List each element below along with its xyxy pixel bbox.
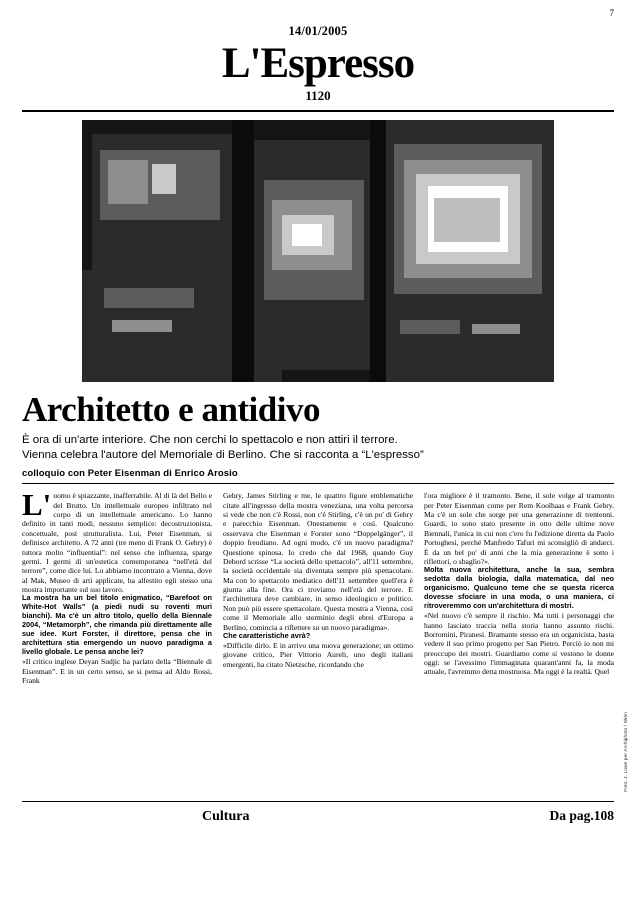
byline-divider [22,483,614,484]
article-byline: colloquio con Peter Eisenman di Enrico Arosio [22,468,238,480]
page-number: 7 [609,8,614,18]
paragraph: «Il critico inglese Deyan Sudjic ha parlato della “Biennale di Eisenman”. E in un certo senso, se si pensa ad Aldo Rossi, Frank [22,657,212,685]
paragraph: l'ora migliore è il tramonto. Bene, il sole volge al tramonto per Peter Eisenman come per Rem Koolhaas e Frank Gehry. Ma c'è un sole che sorge per una generazione di trentenni. Guardi, io sono stato presente in otto delle ultime nove Biennali, l'unica in cui non c'ero fu l'edizione diretta da Paolo Portoghesi, perché Manfredo Tafuri mi sconsigliò di andarci. È da un bel po' di anni che la mia generazione è sotto i riflettori, o sbaglio?». [424,491,614,566]
article-standfirst [22,433,614,462]
article-photo [82,120,554,382]
paragraph: L'uomo è spiazzante, inafferrabile. Al di là del Bello e del Brutto. Un intellettuale europeo infiltrato nel corpo di un intellettuale americano. Lo hanno definito in tanti modi, nessuno semplice: decostruzionista, concettuale, post strutturalista. Lui, Peter Eisenman, si definisce architetto. A 72 anni (tre meno di Frank O. Gehry) è tuttora molto “influential”: nel senso che influenza, sparge germi. I germi di un'estetica contemporanea “nell'età del terrore”, come dice lui. Lo abbiamo incontrato a Vienna, dove al Mak, Museo di arti applicate, ha allestito egli stesso una mostra importante sul suo lavoro. [22,487,212,595]
publication-logo: L'Espresso [221,40,415,87]
masthead [22,24,614,104]
article-headline: Architetto e antidivo [22,390,320,430]
footer-divider [22,801,614,802]
paragraph-question: Che caratteristiche avrà? [223,630,311,640]
footer-continuation: Da pag.108 [549,808,614,824]
paragraph: Gehry, James Stirling e me, le quattro figure emblematiche citate all'ingresso della mostra veneziana, una volta percorsa si vede che non c'è Rossi, non c'è Stirling, c'è un po' di Gehry e parecchio Eisenman. Onestamente e così. Qualcuno osservava che Eisenman e Forster sono “Doppelgänger”, il doppio freudiano. Ad ogni modo, c'è un nuovo paradigma? Questione spinosa. Io credo che dal 1968, quando Guy Debord scrisse “La società dello spettacolo”, all'11 settembre, la società occidentale sia diventata sempre più spettacolare. Ma con lo spettacolo mediatico dell'11 settembre quell'era è giunta alla fine. Ora ci troviamo nell'età del terrore. E l'architettura deve cambiare, in senso ideologico e politico. Non può più essere spettacolare. Questa mostra a Vienna, così come il Memoriale allo sterminio degli ebrei d'Europa a Berlino, comincia a riflettere su un nuovo paradigma». [223,491,413,632]
paragraph: «Difficile dirlo. E in arrivo una nuova generazione; un ottimo giovane critico, Pier Vittorio Aureli, uno degli italiani emergenti, ha citato Nietzsche, ricordando che [223,640,413,669]
issue-number: 1120 [305,88,331,104]
article-body [22,487,629,792]
paragraph-question: La mostra ha un bel titolo enigmatico, “Barefoot on White-Hot Walls” (a piedi nudi su roventi muri bianchi). Ma c'è un altro titolo, quello della Biennale 2004, “Metamorph”, che rimanda più direttamente alle sue idee. Kurt Forster, il direttore, pensa che in architettura stia emergendo un nuovo paradigma a livello globale. Le pensa anche lei? [22,593,212,657]
article-column-2 [223,491,413,791]
article-column-3 [424,491,629,792]
page-footer [22,808,614,825]
footer-section: Cultura [202,809,250,825]
article-column-1 [22,487,212,791]
issue-date: 14/01/2005 [288,24,348,38]
standfirst-line-1: È ora di un'arte interiore. Che non cerchi lo spettacolo e non attiri il terrore. [22,434,398,447]
paragraph: «Nel nuovo c'è sempre il rischio. Ma tutti i personaggi che hanno lasciato traccia nella storia hanno assunto rischi. Borromini, Piranesi. Bramante stesso era un organicista, basta vedere il suo primo progetto per San Pietro. Perciò io non mi preoccupo dei mostri. Guardiamo come si vestono le donne oggi: se l'avessimo l'immaginata quarant'anni fa, la moda attuale, l'avremmo detta mostruosa. Ma oggi è la realtà. Quel [424,611,614,677]
article-photo-wrap [22,120,614,382]
standfirst-line-2: Vienna celebra l'autore del Memoriale di Berlino. Che si racconta a “L'espresso” [22,448,424,461]
paragraph-question: Molta nuova architettura, anche la sua, sembra sedotta dalla biologia, dalla matematica, dal neo organicismo. Qualcuno teme che se questa ricerca dovesse sfociare in una moda, o una maniera, ci ritroveremmo con un'architettura di mostri. [424,565,614,611]
masthead-divider [22,110,614,112]
photo-credit: Foto: J. Lowe per Archiphoto / Wien [623,711,629,792]
